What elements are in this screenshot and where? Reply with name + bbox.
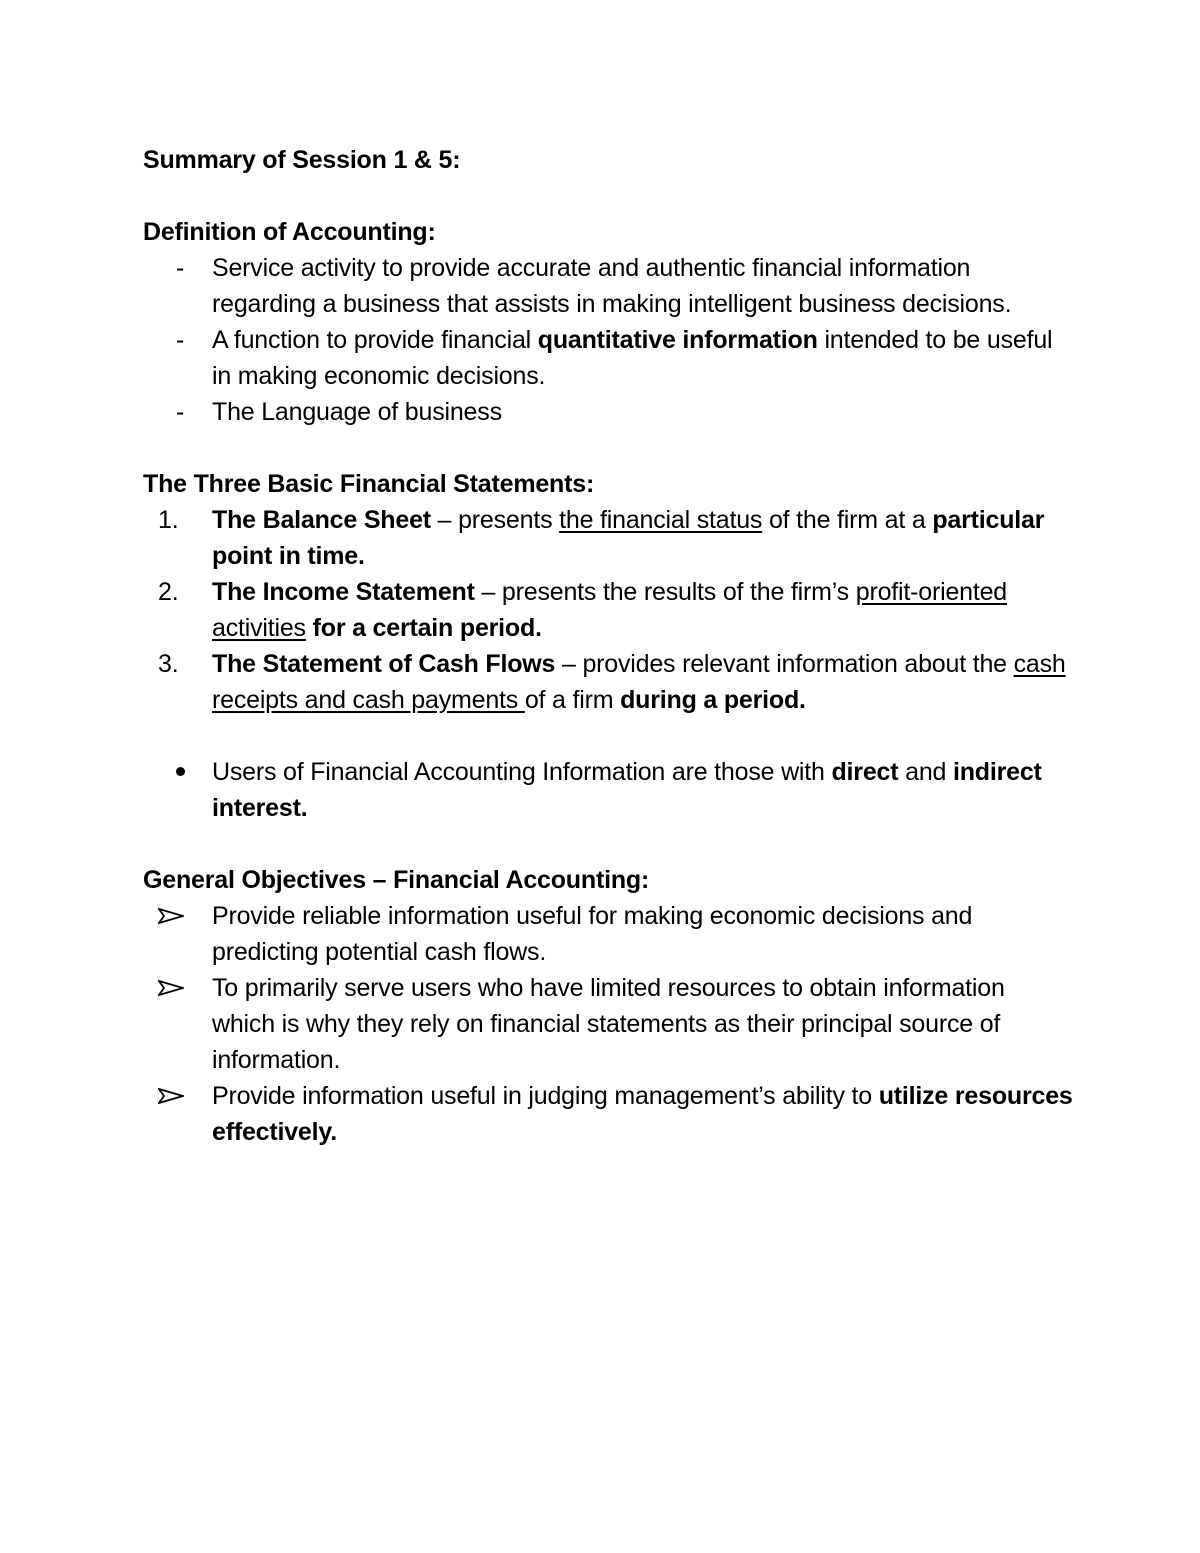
number-marker: 1. — [158, 506, 179, 534]
list-item — [143, 646, 1073, 718]
spacer — [143, 430, 1073, 466]
objective-text: To primarily serve users who have limited resources to obtain information which is why they rely on financial statements as their principal source of information. — [212, 974, 1005, 1074]
statements-heading: The Three Basic Financial Statements: — [143, 470, 595, 498]
dash-marker: - — [176, 326, 185, 354]
list-item — [143, 754, 1073, 826]
arrow-bullet-icon — [158, 980, 184, 996]
statement-text: – presents the results of the firm’s — [474, 578, 856, 606]
statement-text: of a firm — [524, 686, 621, 714]
users-list — [143, 754, 1073, 826]
definition-bold: quantitative information — [537, 326, 818, 354]
users-text: and — [898, 758, 953, 786]
objective-text: Provide information useful in judging management’s ability to — [212, 1082, 879, 1110]
definition-text: intended to be useful in making economic decisions. — [212, 326, 1053, 390]
definition-text: A function to provide financial — [212, 326, 538, 354]
objectives-list — [143, 898, 1073, 1150]
document-body — [143, 142, 1073, 1150]
statement-text: – presents — [430, 506, 560, 534]
statement-text: – provides relevant information about the — [555, 650, 1014, 678]
spacer — [143, 826, 1073, 862]
list-item — [143, 898, 1073, 970]
list-item — [143, 502, 1073, 574]
statement-name: The Balance Sheet — [212, 506, 431, 534]
statement-text: of the firm at a — [762, 506, 933, 534]
statement-text — [306, 614, 313, 642]
underlined-text: profit-oriented activities — [212, 578, 1007, 642]
objective-bold: utilize resources effectively. — [212, 1082, 1073, 1146]
number-marker: 2. — [158, 578, 179, 606]
arrow-bullet-icon — [158, 1088, 184, 1104]
number-marker: 3. — [158, 650, 179, 678]
list-item — [143, 574, 1073, 646]
users-text: Users of Financial Accounting Information are those with — [212, 758, 832, 786]
list-item — [143, 1078, 1073, 1150]
dash-marker: - — [176, 398, 185, 426]
spacer — [143, 718, 1073, 754]
statement-bold-end: particular point in time. — [212, 506, 1045, 570]
users-bold: indirect interest. — [212, 758, 1042, 822]
list-item — [143, 970, 1073, 1078]
page-title: Summary of Session 1 & 5: — [143, 146, 461, 174]
definition-list — [143, 250, 1073, 430]
bullet-icon — [176, 767, 185, 776]
list-item — [143, 322, 1073, 394]
arrow-bullet-icon — [158, 908, 184, 924]
statement-bold-end: during a period. — [620, 686, 806, 714]
definition-text: Service activity to provide accurate and authentic financial information regarding a business that assists in making intelligent business decisions. — [212, 254, 1012, 318]
underlined-text: cash receipts and cash payments — [212, 650, 1066, 714]
underlined-text: the financial status — [559, 506, 763, 534]
list-item — [143, 394, 1073, 430]
statement-bold-end: for a certain period. — [312, 614, 542, 642]
objectives-heading: General Objectives – Financial Accounting: — [143, 866, 650, 894]
statement-name: The Income Statement — [212, 578, 475, 606]
users-bold: direct — [831, 758, 899, 786]
list-item — [143, 250, 1073, 322]
definition-heading: Definition of Accounting: — [143, 218, 436, 246]
definition-text: The Language of business — [212, 398, 502, 426]
dash-marker: - — [176, 254, 185, 282]
statements-list — [143, 502, 1073, 718]
statement-name: The Statement of Cash Flows — [212, 650, 556, 678]
objective-text: Provide reliable information useful for making economic decisions and predicting potential cash flows. — [212, 902, 973, 966]
